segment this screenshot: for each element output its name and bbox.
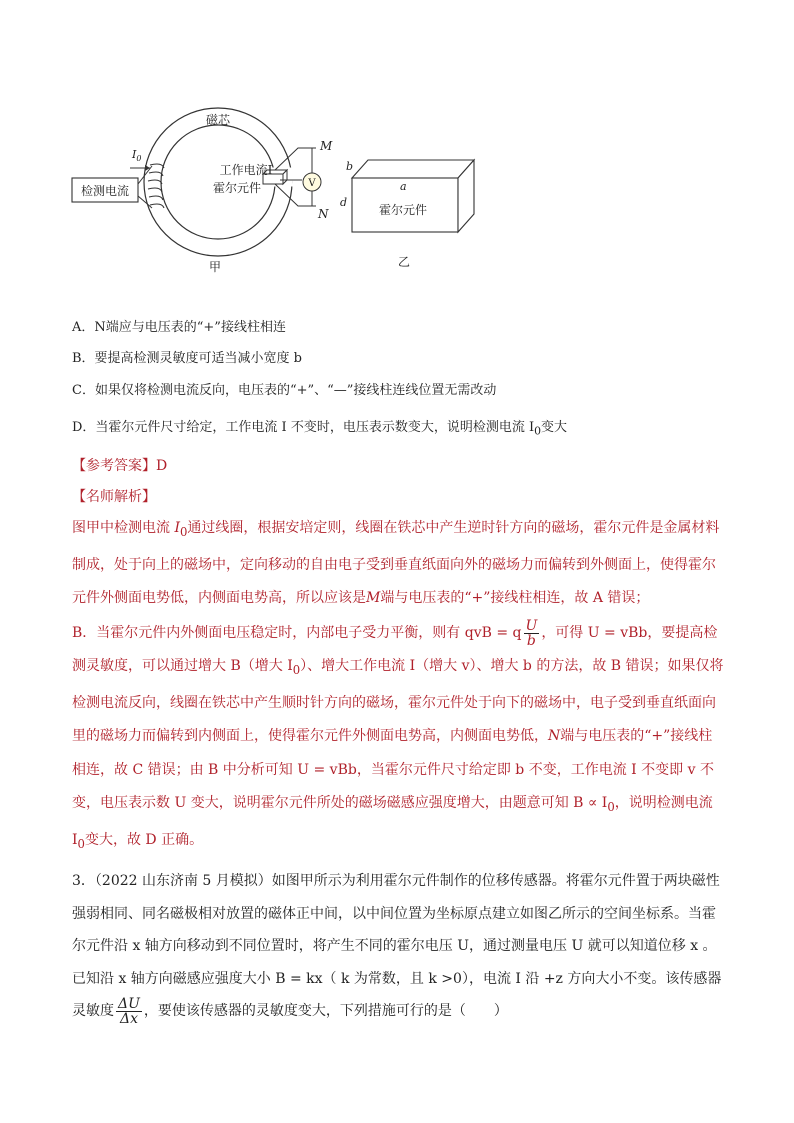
block-top-face <box>352 160 474 178</box>
option-b: B．要提高检测灵敏度可适当减小宽度 b <box>72 351 303 366</box>
hall-element-label-yi: 霍尔元件 <box>378 203 428 217</box>
hall-element-label-jia: 霍尔元件 <box>212 181 262 195</box>
detect-current-label: 检测电流 <box>80 184 130 198</box>
explanation-paragraph-1: 图甲中检测电流 $I_0$通过线圈，根据安培定则，线圈在铁芯中产生逆时针方向的磁场，霍尔元件是金属材料制成，处于向上的磁场中，定向移动的自由电子受到垂直纸面向外的磁场力而偏转到外侧面上，使得霍尔元件外侧面电势低，内侧面电势高，所以应该是M端与电压表的“+”接线柱相连，故 A 错误； <box>72 520 720 607</box>
terminal-m-label: M <box>320 139 333 153</box>
edge-d-label: d <box>340 196 348 209</box>
diagram-yi <box>340 160 474 269</box>
analysis-title: 【名师解析】 <box>72 489 156 505</box>
i0-label: $I_0$ <box>132 148 142 163</box>
explanation-paragraph-2: B．当霍尔元件内外侧面电压稳定时，内部电子受力平衡，则有 qvB = q $\frac{U}{b}$ ，可得 U = vBb，要提高检测灵敏度，可以通过增大 B（增大 $I_0$）、增大工作电流 I（增大 v）、增大 b 的方法，故 B 错误；如果仅将检测电流反向，线圈在铁芯中产生顺时针方向的磁场，霍尔元件处于向下的磁场中，电子受到垂直纸面向里的磁场力而偏转到内侧面上，使得霍尔元件外侧面电势高，内侧面电势低，N端与电压表的“+”接线柱相连，故 C 错误；由 B 中分析可知 U = vBb，当霍尔元件尺寸给定即 b 不变，工作电流 I 不变即 v 不变，电压表示数 U 变大，说明霍尔元件所处的磁场磁感应强度增大，由题意可知 $B \propto I_0$，说明检测电流 $I_0$变大，故 D 正确。 <box>72 617 724 851</box>
work-current-label: 工作电流I <box>219 163 273 177</box>
option-c: C．如果仅将检测电流反向，电压表的“+”、“—”接线柱连线位置无需改动 <box>72 383 497 398</box>
edge-a-label: a <box>400 180 407 193</box>
fraction-du-over-dx: $\frac{\Delta U}{\Delta x}$ <box>118 995 140 1027</box>
question-3: 3．（2022 山东济南 5 月模拟）如图甲所示为利用霍尔元件制作的位移传感器。将霍尔元件置于两块磁性强弱相同、同名磁极相对放置的磁体正中间，以中间位置为坐标原点建立如图乙所示的空间坐标系。当霍尔元件沿 x 轴方向移动到不同位置时，将产生不同的霍尔电压 U，通过测量电压 U 就可以知道位移 x 。已知沿 x 轴方向磁感应强度大小 B = kx（ k 为常数，且 k >0），电流 I 沿 +z 方向大小不变。该传感器灵敏度 $\frac{\Delta U}{\Delta x}$ ，要使该传感器的灵敏度变大，下列措施可行的是（ ） <box>72 873 722 1027</box>
svg-text:V: V <box>308 178 316 189</box>
caption-yi: 乙 <box>397 255 411 269</box>
hall-sensor-figure <box>70 100 490 280</box>
terminal-n-label: N <box>318 207 329 221</box>
fraction-u-over-b: $\frac{U}{b}$ <box>525 617 538 649</box>
diagram-jia <box>72 108 333 274</box>
reference-answer: 【参考答案】D <box>72 458 168 474</box>
edge-b-label: b <box>346 160 354 173</box>
caption-jia: 甲 <box>208 260 222 274</box>
core-label: 磁芯 <box>205 113 231 127</box>
option-d: D．当霍尔元件尺寸给定，工作电流 I 不变时，电压表示数变大，说明检测电流 $I_0$变大 <box>72 420 567 438</box>
option-a: A．N端应与电压表的“+”接线柱相连 <box>72 320 286 335</box>
